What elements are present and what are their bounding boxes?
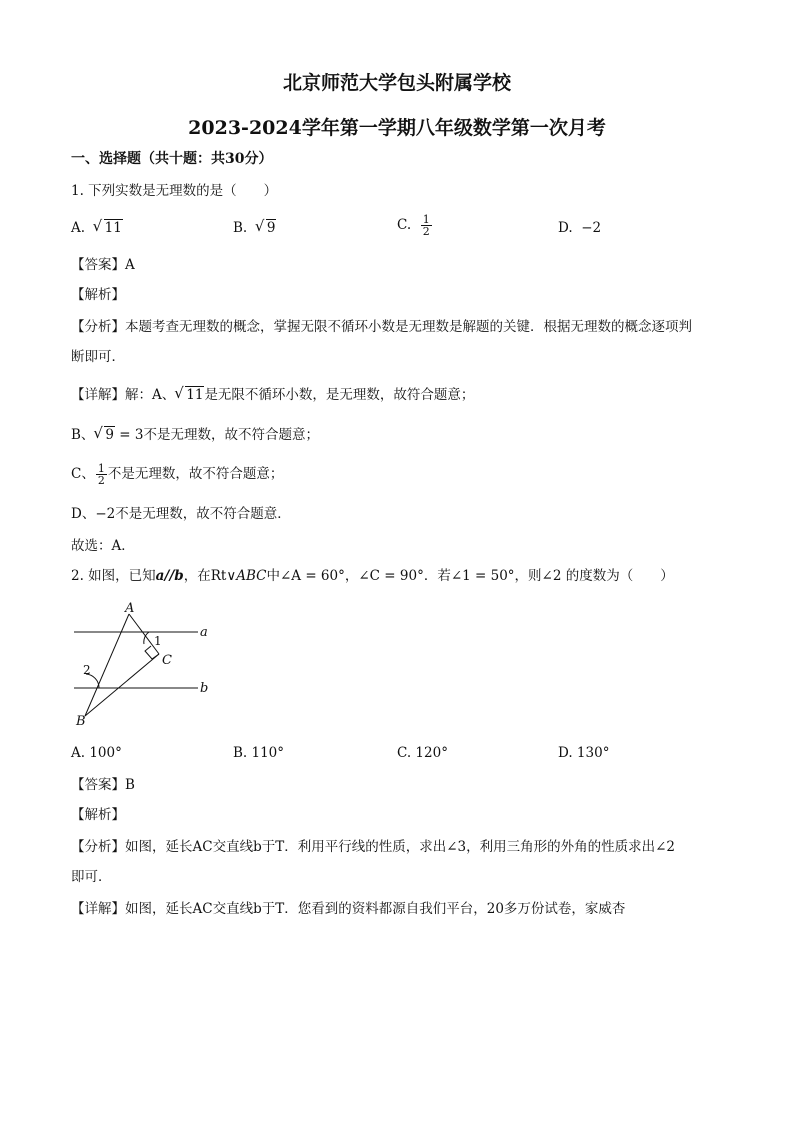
q2-figure bbox=[66, 598, 226, 730]
segment-bc bbox=[85, 654, 159, 716]
segment-ab bbox=[85, 614, 129, 716]
detail-b-pre: B、 bbox=[71, 427, 95, 443]
label-vertex-a: A bbox=[125, 601, 135, 616]
q2-option-b: B. 110° bbox=[233, 745, 285, 761]
sqrt-symbol bbox=[175, 386, 204, 404]
q1-stem: 1. 下列实数是无理数的是（ ） bbox=[71, 183, 278, 199]
detail-b-radicand: 9 bbox=[105, 427, 115, 443]
fenxi-text: 本题考查无理数的概念，掌握无限不循环小数是无理数是解题的关键．根据无理数的概念逐项判 bbox=[125, 319, 692, 335]
q1-option-d-value: −2 bbox=[581, 220, 602, 236]
q1-option-d bbox=[558, 219, 601, 237]
q1-option-a-radicand: 11 bbox=[104, 220, 122, 236]
q1-option-a-label: A. bbox=[71, 220, 86, 236]
answer-value: A bbox=[125, 257, 135, 273]
sqrt-symbol bbox=[94, 219, 123, 237]
q2-detail-line1 bbox=[71, 900, 625, 918]
detail-tag: 【详解】 bbox=[71, 901, 125, 917]
q1-option-b bbox=[233, 219, 276, 237]
fraction bbox=[421, 214, 432, 237]
q1-conclusion: 故选：A． bbox=[71, 538, 135, 554]
fenxi-tag: 【分析】 bbox=[71, 319, 125, 335]
label-line-a: a bbox=[200, 625, 208, 640]
fraction-numerator: 1 bbox=[422, 213, 430, 226]
label-vertex-c: C bbox=[162, 653, 172, 668]
q2-parallel-ab: a//b bbox=[155, 568, 184, 584]
answer-tag: 【答案】 bbox=[71, 257, 125, 273]
q1-option-d-label: D. bbox=[558, 220, 573, 236]
q1-detail-b bbox=[71, 426, 319, 444]
q1-detail-a bbox=[71, 386, 474, 404]
q1-option-b-radicand: 9 bbox=[266, 220, 276, 236]
q1-option-c bbox=[397, 214, 433, 237]
q2-stem bbox=[71, 567, 674, 585]
q2-option-c: C. 120° bbox=[397, 745, 448, 761]
q1-option-a bbox=[71, 219, 123, 237]
fraction-numerator: 1 bbox=[97, 462, 105, 475]
q2-option-d: D. 130° bbox=[558, 745, 610, 761]
q1-option-b-label: B. bbox=[233, 220, 248, 236]
answer-value: B bbox=[125, 777, 135, 793]
sqrt-symbol bbox=[256, 219, 277, 237]
fraction-denominator: 2 bbox=[97, 474, 105, 487]
exam-title: 2023-2024学年第一学期八年级数学第一次月考 bbox=[188, 117, 606, 139]
sqrt-symbol bbox=[94, 426, 115, 444]
detail-a-pre: 解：A、 bbox=[125, 387, 176, 403]
detail-a-radicand: 11 bbox=[186, 387, 204, 403]
q2-stem-post: 中∠A = 60°，∠C = 90°．若∠1 = 50°，则∠2 的度数为（ ） bbox=[266, 568, 674, 584]
q1-fenxi-line2: 断即可． bbox=[71, 349, 125, 365]
label-angle-2: 2 bbox=[83, 663, 91, 677]
fraction bbox=[96, 463, 107, 486]
q2-fenxi-line2: 即可． bbox=[71, 869, 112, 885]
fenxi-tag: 【分析】 bbox=[71, 839, 125, 855]
fraction-denominator: 2 bbox=[422, 225, 430, 238]
detail-c-pre: C、 bbox=[71, 466, 95, 482]
q1-detail-d: D、−2不是无理数，故不符合题意． bbox=[71, 506, 291, 522]
q2-option-a: A. 100° bbox=[71, 745, 122, 761]
label-angle-1: 1 bbox=[154, 634, 162, 648]
q1-detail-c bbox=[71, 463, 283, 486]
q1-option-c-label: C. bbox=[397, 217, 412, 233]
label-line-b: b bbox=[200, 681, 209, 696]
label-vertex-b: B bbox=[76, 714, 86, 729]
q2-answer bbox=[71, 776, 135, 794]
q1-analysis-tag: 【解析】 bbox=[71, 287, 125, 303]
section-heading: 一、选择题（共十题：共30分） bbox=[71, 151, 273, 167]
q2-stem-pre: 2. 如图，已知 bbox=[71, 568, 156, 584]
q2-analysis-tag: 【解析】 bbox=[71, 807, 125, 823]
detail-a-post: 是无限不循环小数，是无理数，故符合题意； bbox=[204, 387, 475, 403]
q2-stem-mid: ，在Rt bbox=[183, 568, 227, 584]
q2-triangle: ∨ABC bbox=[226, 568, 267, 584]
school-title: 北京师范大学包头附属学校 bbox=[282, 72, 511, 94]
q2-fenxi-line1 bbox=[71, 838, 675, 856]
detail-b-post: = 3不是无理数，故不符合题意； bbox=[115, 427, 319, 443]
detail-c-post: 不是无理数，故不符合题意； bbox=[107, 466, 284, 482]
q1-fenxi-line1 bbox=[71, 318, 692, 336]
answer-tag: 【答案】 bbox=[71, 777, 125, 793]
detail-tag: 【详解】 bbox=[71, 387, 125, 403]
q1-answer bbox=[71, 256, 135, 274]
detail-text: 如图，延长AC交直线b于T．您看到的资料都源自我们平台，20多万份试卷，家威杏 bbox=[125, 901, 626, 917]
fenxi-text: 如图，延长AC交直线b于T．利用平行线的性质，求出∠3，利用三角形的外角的性质求出∠2 bbox=[125, 839, 676, 855]
